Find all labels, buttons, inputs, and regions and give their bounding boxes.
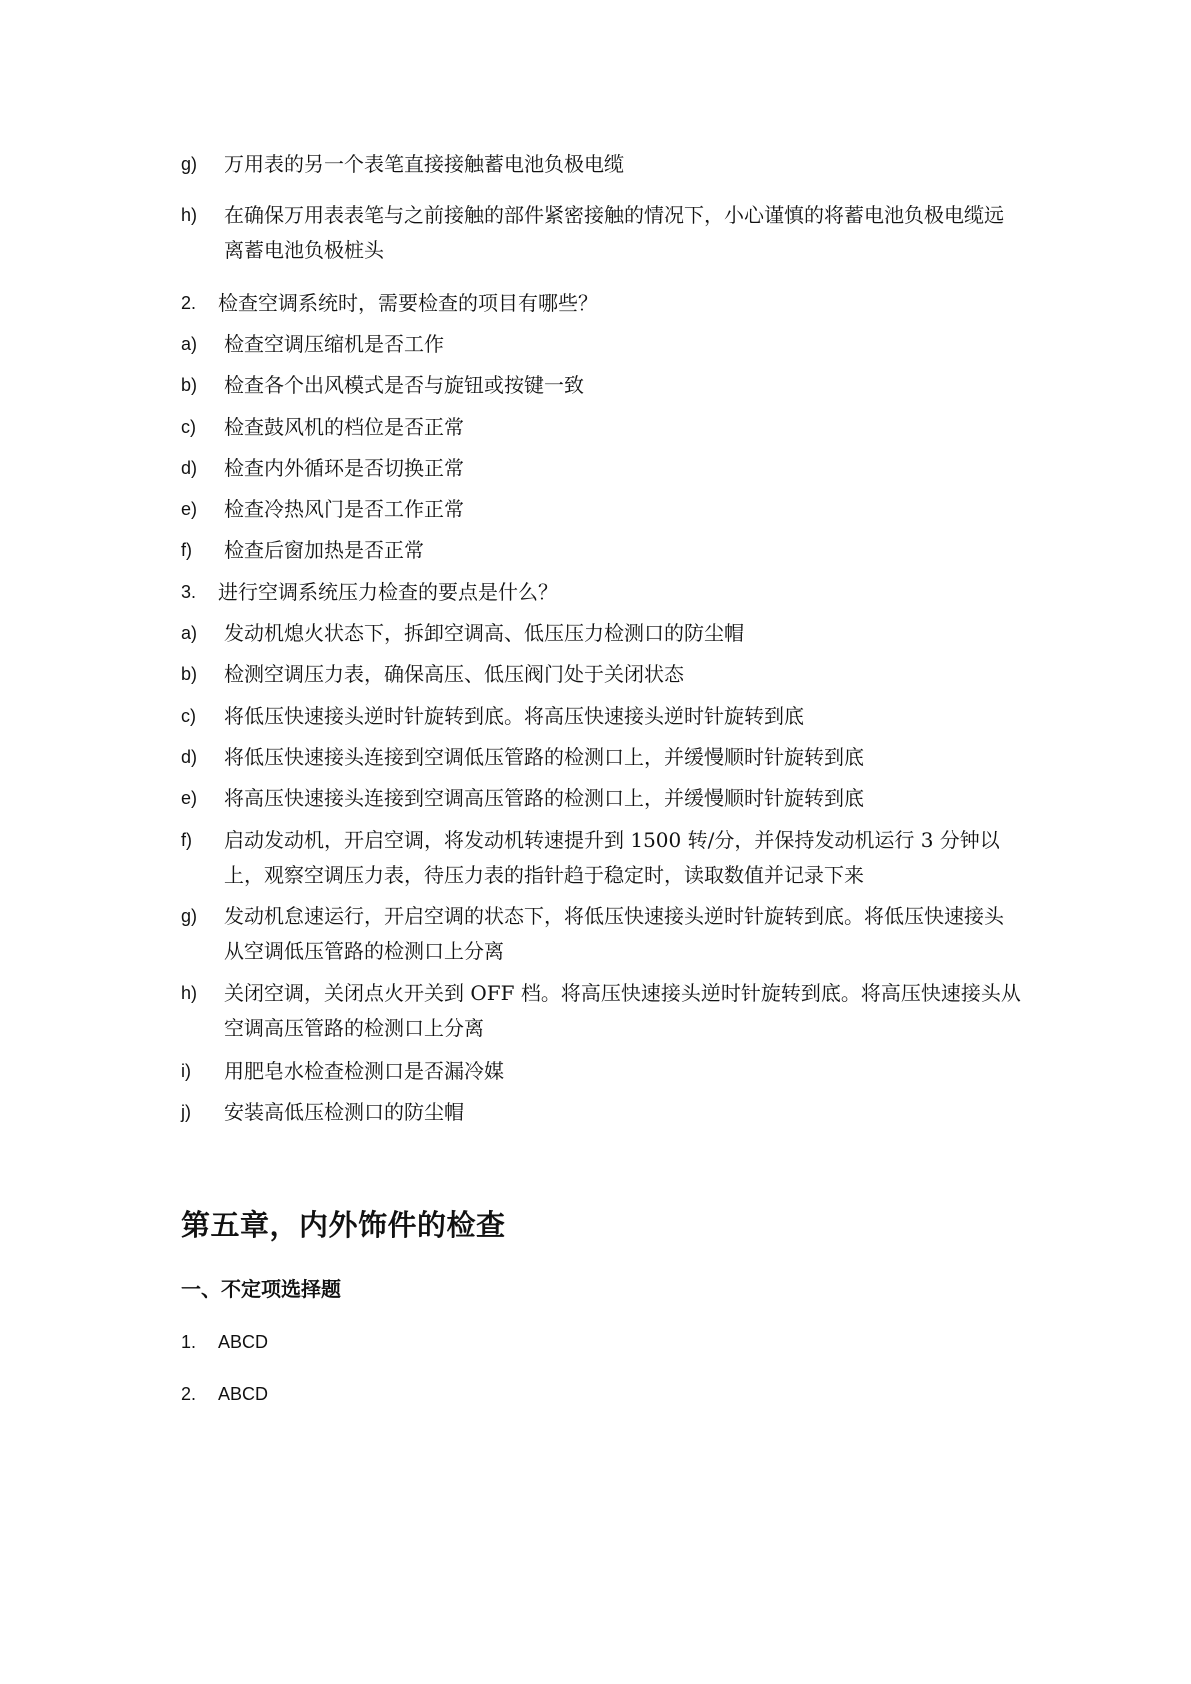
list-marker: h) xyxy=(181,205,198,225)
list-text: 检查冷热风门是否工作正常 xyxy=(224,497,464,521)
list-text: 用肥皂水检查检测口是否漏冷媒 xyxy=(224,1059,504,1083)
list-marker: h) xyxy=(181,983,198,1003)
list-item-e xyxy=(181,492,1021,527)
list-item-j xyxy=(181,1095,1021,1130)
list-marker: f) xyxy=(181,830,192,850)
list-item-a xyxy=(181,327,1021,362)
list-item-i xyxy=(181,1054,1021,1089)
question-3 xyxy=(181,575,1021,610)
list-item-f xyxy=(181,823,1021,893)
list-marker: c) xyxy=(181,417,196,437)
list-text: 将低压快速接头逆时针旋转到底。将高压快速接头逆时针旋转到底 xyxy=(224,704,804,728)
answer-item xyxy=(181,1325,1021,1360)
list-marker: d) xyxy=(181,747,198,767)
list-item-c xyxy=(181,699,1021,734)
list-text: 启动发动机，开启空调，将发动机转速提升到 1500 转/分，并保持发动机运行 3 分钟以上，观察空调压力表，待压力表的指针趋于稳定时，读取数值并记录下来 xyxy=(224,828,1000,887)
list-text: 将高压快速接头连接到空调高压管路的检测口上，并缓慢顺时针旋转到底 xyxy=(224,786,864,810)
list-marker: b) xyxy=(181,375,198,395)
list-marker: i) xyxy=(181,1061,191,1081)
list-marker: a) xyxy=(181,334,198,354)
list-text: 检查各个出风模式是否与旋钮或按键一致 xyxy=(224,373,584,397)
list-marker: a) xyxy=(181,623,198,643)
list-item-g xyxy=(181,899,1021,969)
list-text: 检查内外循环是否切换正常 xyxy=(224,456,464,480)
list-item-d xyxy=(181,451,1021,486)
answer-number: 1. xyxy=(181,1332,197,1352)
answer-text: ABCD xyxy=(218,1384,269,1404)
list-item-c xyxy=(181,410,1021,445)
list-text: 检测空调压力表，确保高压、低压阀门处于关闭状态 xyxy=(224,662,684,686)
list-text: 在确保万用表表笔与之前接触的部件紧密接触的情况下，小心谨慎的将蓄电池负极电缆远离蓄电池负极桩头 xyxy=(224,203,1004,262)
list-marker: e) xyxy=(181,788,198,808)
list-item-h xyxy=(181,198,1021,268)
list-item-b xyxy=(181,657,1021,692)
list-text: 发动机熄火状态下，拆卸空调高、低压压力检测口的防尘帽 xyxy=(224,621,744,645)
list-text: 检查后窗加热是否正常 xyxy=(224,538,424,562)
list-item-e xyxy=(181,781,1021,816)
section-heading: 一、不定项选择题 xyxy=(181,1277,341,1301)
list-text: 安装高低压检测口的防尘帽 xyxy=(224,1100,464,1124)
list-text: 万用表的另一个表笔直接接触蓄电池负极电缆 xyxy=(224,152,624,176)
list-text: 将低压快速接头连接到空调低压管路的检测口上，并缓慢顺时针旋转到底 xyxy=(224,745,864,769)
list-item-g xyxy=(181,147,1021,182)
answer-item xyxy=(181,1377,1021,1412)
list-marker: c) xyxy=(181,706,196,726)
list-marker: b) xyxy=(181,664,198,684)
answer-text: ABCD xyxy=(218,1332,269,1352)
chapter-heading: 第五章，内外饰件的检查 xyxy=(181,1208,506,1242)
list-item-a xyxy=(181,616,1021,651)
list-item-f xyxy=(181,533,1021,568)
list-text: 检查空调压缩机是否工作 xyxy=(224,332,444,356)
list-marker: d) xyxy=(181,458,198,478)
list-marker: f) xyxy=(181,540,192,560)
list-text: 发动机怠速运行，开启空调的状态下，将低压快速接头逆时针旋转到底。将低压快速接头从空调低压管路的检测口上分离 xyxy=(224,904,1004,963)
list-item-d xyxy=(181,740,1021,775)
question-text: 检查空调系统时，需要检查的项目有哪些？ xyxy=(218,291,598,315)
question-number: 2. xyxy=(181,293,197,313)
list-text: 关闭空调，关闭点火开关到 OFF 档。将高压快速接头逆时针旋转到底。将高压快速接头从空调高压管路的检测口上分离 xyxy=(224,981,1021,1040)
list-marker: j) xyxy=(181,1102,191,1122)
question-number: 3. xyxy=(181,582,197,602)
list-text: 检查鼓风机的档位是否正常 xyxy=(224,415,464,439)
answer-number: 2. xyxy=(181,1384,197,1404)
list-marker: g) xyxy=(181,154,198,174)
list-item-b xyxy=(181,368,1021,403)
question-2 xyxy=(181,286,1021,321)
list-marker: g) xyxy=(181,906,198,926)
question-text: 进行空调系统压力检查的要点是什么？ xyxy=(218,580,558,604)
list-item-h xyxy=(181,976,1021,1046)
list-marker: e) xyxy=(181,499,198,519)
